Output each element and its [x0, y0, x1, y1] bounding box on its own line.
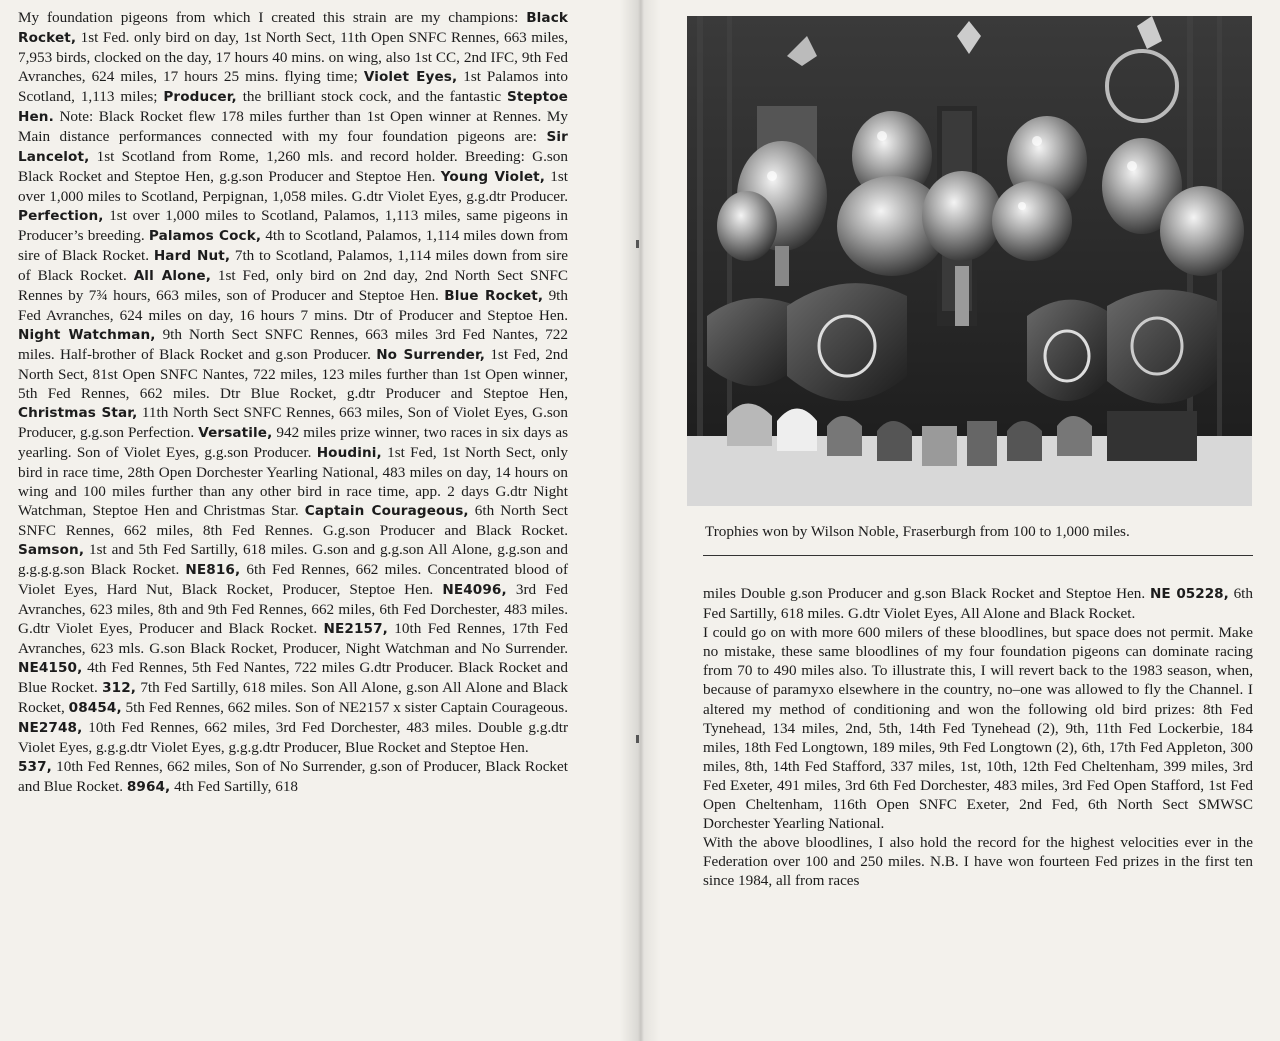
text-run: 942 miles prize winner, two races in six days as yearling. Son of Violet Eyes, g.g.son Producer.: [18, 424, 568, 461]
text-run: 4th Fed Sartilly, 618: [170, 778, 299, 795]
paragraph: [18, 8, 568, 757]
text-run: 6th Fed Rennes, 662 miles. Concentrated blood of Violet Eyes, Hard Nut, Black Rocket, Producer, Steptoe Hen.: [18, 561, 568, 598]
pigeon-name: Samson,: [18, 542, 85, 558]
text-run: miles Double g.son Producer and g.son Black Rocket and Steptoe Hen.: [703, 585, 1150, 602]
text-run: 3rd Fed Avranches, 623 miles, 8th and 9th Fed Rennes, 662 miles, 6th Fed Dorchester, 483 miles. G.dtr Violet Eyes, Producer and Black Rocket.: [18, 581, 568, 637]
pigeon-name: Captain Courageous,: [304, 503, 469, 519]
text-run: 7th Fed Sartilly, 618 miles. Son All Alone, g.son All Alone and Black Rocket,: [18, 679, 568, 716]
pigeon-name: Violet Eyes,: [363, 69, 458, 85]
text-run: 1st Fed, 2nd North Sect, 81st Open SNFC Nantes, 722 miles, 123 miles further than 1st Open winner, 5th Fed Rennes, 662 miles. Dtr Blue Rocket, g.dtr Producer and Steptoe Hen,: [18, 346, 568, 402]
text-run: 1st Fed. only bird on day, 1st North Sect, 11th Open SNFC Rennes, 663 miles, 7,953 birds, clocked on the day, 17 hours 40 mins. on wing, also 1st CC, 2nd IFC, 9th Fed Avranches, 624 miles, 17 hours 25 mins. flying time;: [18, 29, 568, 85]
text-run: 1st over 1,000 miles to Scotland, Perpignan, 1,058 miles. G.dtr Violet Eyes, g.g.dtr Producer.: [18, 168, 568, 205]
text-run: Note: Black Rocket flew 178 miles further than 1st Open winner at Rennes. My Main distance performances connected with my four foundation pigeons are:: [18, 108, 568, 145]
paragraph: [703, 833, 1253, 890]
pigeon-name: No Surrender,: [376, 347, 486, 363]
pigeon-name: Black Rocket,: [18, 10, 568, 46]
right-page-text: [703, 584, 1253, 891]
text-run: 4th Fed Rennes, 5th Fed Nantes, 722 miles G.dtr Producer. Black Rocket and Blue Rocket.: [18, 659, 568, 696]
text-run: 1st and 5th Fed Sartilly, 618 miles. G.son and g.g.son All Alone, g.g.son and g.g.g.g.son Black Rocket.: [18, 541, 568, 578]
pigeon-name: Blue Rocket,: [444, 288, 544, 304]
pigeon-name: 08454,: [68, 700, 122, 716]
pigeon-name: NE4096,: [442, 582, 507, 598]
pigeon-name: Hard Nut,: [153, 248, 231, 264]
pigeon-name: NE2748,: [18, 720, 83, 736]
text-run: With the above bloodlines, I also hold the record for the highest velocities ever in the Federation over 100 and 250 miles. N.B. I have won fourteen Fed prizes in the first ten since 1984, all from races: [703, 834, 1253, 890]
text-run: 7th to Scotland, Palamos, 1,114 miles down from sire of Black Rocket.: [18, 247, 569, 284]
paragraph: [18, 757, 568, 797]
pigeon-name: 8964,: [126, 779, 171, 795]
binding-mark: [636, 735, 639, 743]
trophies-illustration: [687, 16, 1252, 506]
text-run: I could go on with more 600 milers of these bloodlines, but space does not permit. Make no mistake, these same bloodlines of my four foundation pigeons can dominate racing from 70 to 490 miles also. To illustrate this, I will revert back to the 1983 season, when, because of paramyxo elsewhere in the country, no–one was allowed to fly the Channel. I altered my method of conditioning and won the following old bird prizes: 8th Fed Tynehead, 134 miles, 2nd, 5th, 14th Fed Tynehead (2), 9th, 11th Fed Lockerbie, 184 miles, 18th Fed Longtown, 189 miles, 9th Fed Longtown (2), 6th, 17th Fed Appleton, 300 miles, 8th, 14th Fed Stafford, 337 miles, 1st, 10th, 12th Fed Cheltenham, 399 miles, 3rd Fed Exeter, 491 miles, 3rd 6th Fed Dorchester, 483 miles, 3rd Fed Open Stafford, 1st Fed Open Cheltenham, 116th Open SNFC Exeter, 2nd Fed, 6th North Sect SMWSC Dorchester Yearling National.: [703, 624, 1253, 833]
pigeon-name: NE 05228,: [1149, 586, 1229, 602]
pigeon-name: Houdini,: [316, 445, 382, 461]
trophies-photo: [687, 16, 1252, 506]
paragraph: [703, 623, 1253, 833]
text-run: My foundation pigeons from which I created this strain are my champions:: [18, 9, 527, 26]
text-run: 9th Fed Avranches, 624 miles on day, 16 hours 7 mins. Dtr of Producer and Steptoe Hen.: [18, 287, 568, 324]
text-run: 1st Fed, only bird on 2nd day, 2nd North Sect SNFC Rennes by 7¾ hours, 663 miles, son of Producer and Steptoe Hen.: [18, 267, 569, 304]
page-gutter: [620, 0, 660, 1041]
text-run: 6th North Sect SNFC Rennes, 662 miles, 8th Fed Rennes. G.g.son Producer and Black Rocket.: [18, 502, 568, 539]
pigeon-name: NE4150,: [18, 660, 83, 676]
text-run: 6th Fed Sartilly, 618 miles. G.dtr Violet Eyes, All Alone and Black Rocket.: [703, 585, 1253, 623]
text-run: 10th Fed Rennes, 662 miles, 3rd Fed Dorchester, 483 miles. Double g.g.dtr Violet Eyes, g.g.g.dtr Violet Eyes, g.g.g.dtr Producer, Blue Rocket and Steptoe Hen.: [18, 719, 568, 756]
text-run: 1st Fed, 1st North Sect, only bird in race time, 28th Open Dorchester Yearling National, 483 miles on day, 14 hours on wing and 100 miles further than any other bird in race time, app. 2 days G.dtr Night Watchman, Steptoe Hen and Christmas Star.: [18, 444, 568, 519]
text-run: 11th North Sect SNFC Rennes, 663 miles, Son of Violet Eyes, G.son Producer, g.g.son Perfection.: [18, 404, 568, 441]
pigeon-name: Perfection,: [18, 208, 104, 224]
text-run: the brilliant stock cock, and the fantastic: [236, 88, 507, 105]
text-run: 10th Fed Rennes, 662 miles, Son of No Surrender, g.son of Producer, Black Rocket and Blue Rocket.: [18, 758, 568, 795]
pigeon-name: All Alone,: [133, 268, 211, 284]
photo-caption: Trophies won by Wilson Noble, Fraserburgh from 100 to 1,000 miles.: [705, 523, 1130, 540]
text-run: 1st over 1,000 miles to Scotland, Palamos, 1,113 miles, same pigeons in Producer’s breeding.: [18, 207, 568, 244]
pigeon-name: Steptoe Hen.: [18, 89, 568, 125]
pigeon-name: Versatile,: [198, 425, 273, 441]
pigeon-name: NE2157,: [323, 621, 388, 637]
caption-rule: [703, 555, 1253, 556]
binding-mark: [636, 240, 639, 248]
pigeon-name: Christmas Star,: [18, 405, 138, 421]
text-run: 1st Palamos into Scotland, 1,113 miles;: [18, 68, 568, 105]
left-page-text: [18, 8, 568, 797]
text-run: 4th to Scotland, Palamos, 1,114 miles down from sire of Black Rocket.: [18, 227, 569, 264]
pigeon-name: Night Watchman,: [18, 327, 156, 343]
pigeon-name: Sir Lancelot,: [18, 129, 568, 165]
text-run: 5th Fed Rennes, 662 miles. Son of NE2157 x sister Captain Courageous.: [121, 699, 568, 716]
text-run: 10th Fed Rennes, 17th Fed Avranches, 623 mls. G.son Black Rocket, Producer, Night Watchman and No Surrender.: [18, 620, 568, 657]
pigeon-name: 537,: [18, 759, 52, 775]
paragraph: [703, 584, 1253, 623]
pigeon-name: NE816,: [185, 562, 241, 578]
text-run: 1st Scotland from Rome, 1,260 mls. and record holder. Breeding: G.son Black Rocket and Steptoe Hen, g.g.son Producer and Steptoe Hen.: [18, 148, 568, 185]
text-run: 9th North Sect SNFC Rennes, 663 miles 3rd Fed Nantes, 722 miles. Half-brother of Black Rocket and g.son Producer.: [18, 326, 568, 363]
right-page: [703, 8, 1253, 1033]
pigeon-name: Producer,: [163, 89, 237, 105]
pigeon-name: Palamos Cock,: [148, 228, 262, 244]
pigeon-name: Young Violet,: [440, 169, 546, 185]
left-page: [18, 8, 568, 1033]
pigeon-name: 312,: [102, 680, 137, 696]
